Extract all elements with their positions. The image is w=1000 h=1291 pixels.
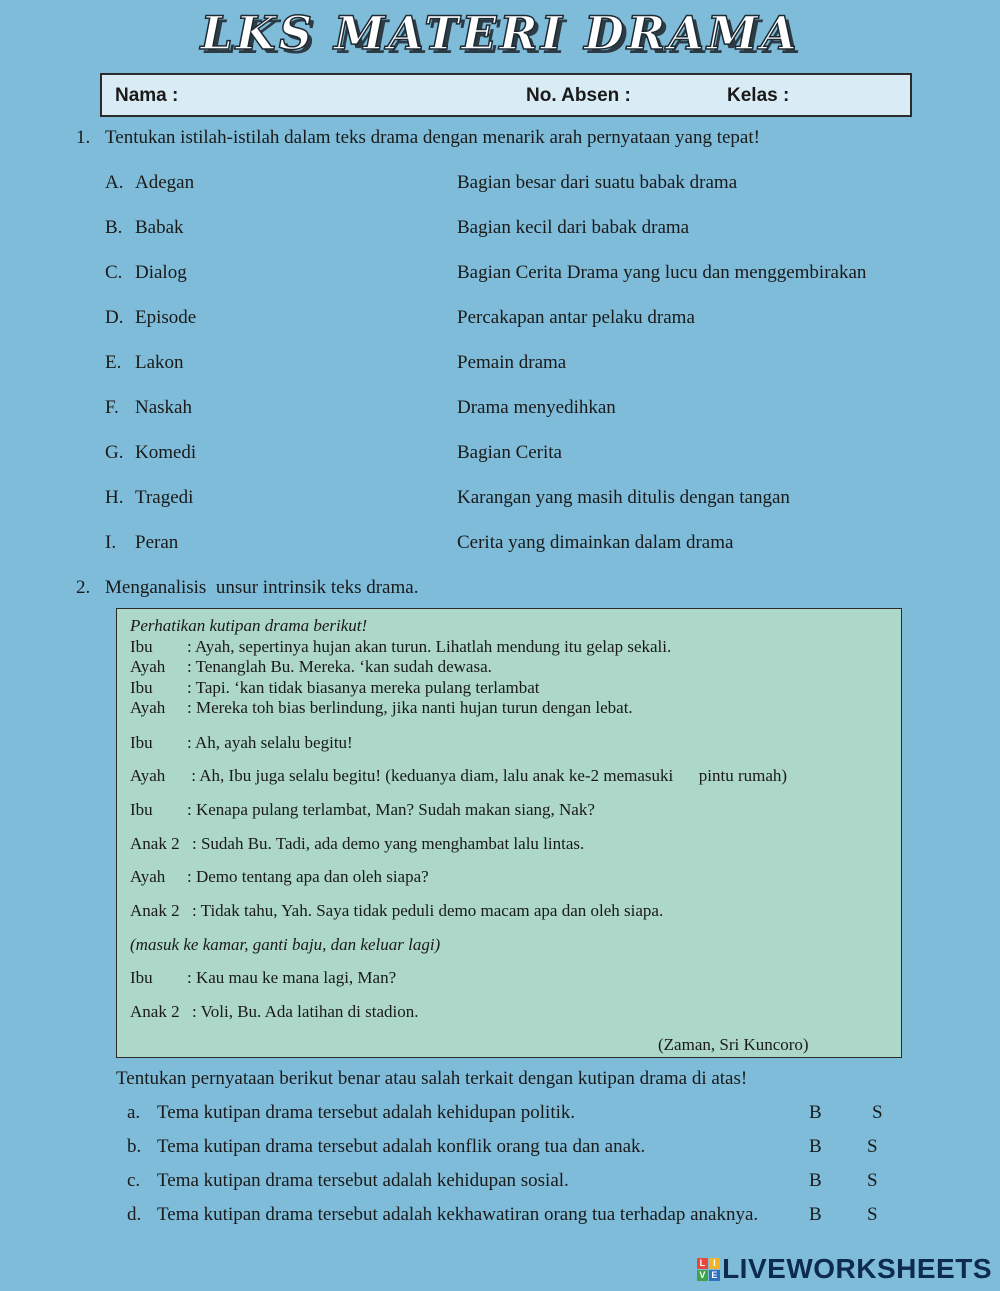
term-label: Tragedi — [135, 487, 194, 508]
speaker: Ayah — [130, 867, 166, 886]
kelas-label: Kelas : — [727, 85, 790, 106]
statement-text: Tema kutipan drama tersebut adalah kehidupan politik. — [157, 1102, 576, 1123]
dialogue-text: : Mereka toh bias berlindung, jika nanti hujan turun dengan lebat. — [187, 698, 633, 717]
speaker: Anak 2 — [130, 834, 180, 853]
speaker: Ayah — [130, 698, 166, 717]
dialogue-text: : Ayah, sepertinya hujan akan turun. Lihatlah mendung itu gelap sekali. — [187, 637, 672, 656]
statement-letter: d. — [127, 1204, 142, 1225]
term-letter: D. — [105, 307, 124, 328]
q2-task: Tentukan pernyataan berikut benar atau salah terkait dengan kutipan drama di atas! — [116, 1068, 748, 1089]
false-option[interactable]: S — [867, 1204, 878, 1225]
dialogue-text: : Ah, Ibu juga selalu begitu! (keduanya diam, lalu anak ke-2 memasuki pintu rumah) — [187, 766, 788, 785]
false-option[interactable]: S — [867, 1136, 878, 1157]
q1-instruction: Tentukan istilah-istilah dalam teks drama dengan menarik arah pernyataan yang tepat! — [105, 127, 760, 148]
term-label: Adegan — [135, 172, 195, 193]
dialogue-text: : Kau mau ke mana lagi, Man? — [187, 968, 397, 987]
term-label: Dialog — [135, 262, 187, 283]
term-label: Naskah — [135, 397, 192, 418]
false-option[interactable]: S — [872, 1102, 883, 1123]
definition-item[interactable]: Drama menyedihkan — [457, 397, 616, 418]
term-letter: G. — [105, 442, 124, 463]
logo-letter: E — [709, 1270, 720, 1281]
definition-item[interactable]: Bagian Cerita — [457, 442, 562, 463]
definition-item[interactable]: Bagian kecil dari babak drama — [457, 217, 690, 238]
logo-letter: I — [709, 1258, 720, 1269]
term-label: Lakon — [135, 352, 184, 373]
stage-direction: (masuk ke kamar, ganti baju, dan keluar lagi) — [130, 935, 441, 954]
statement-letter: c. — [127, 1170, 141, 1191]
dialogue-text: : Tidak tahu, Yah. Saya tidak peduli demo macam apa dan oleh siapa. — [192, 901, 664, 920]
statement-text: Tema kutipan drama tersebut adalah konflik orang tua dan anak. — [157, 1136, 646, 1157]
definition-item[interactable]: Pemain drama — [457, 352, 567, 373]
speaker: Anak 2 — [130, 901, 180, 920]
excerpt-intro: Perhatikan kutipan drama berikut! — [130, 616, 368, 635]
term-label: Peran — [135, 532, 179, 553]
dialogue-text: : Demo tentang apa dan oleh siapa? — [187, 867, 429, 886]
definition-item[interactable]: Bagian besar dari suatu babak drama — [457, 172, 738, 193]
term-letter: H. — [105, 487, 124, 508]
speaker: Anak 2 — [130, 1002, 180, 1021]
speaker: Ibu — [130, 800, 153, 819]
dialogue-text: : Ah, ayah selalu begitu! — [187, 733, 353, 752]
true-option[interactable]: B — [809, 1204, 822, 1225]
logo-letter: L — [697, 1258, 708, 1269]
student-info-box — [100, 73, 912, 117]
dialogue-text: : Tenanglah Bu. Mereka. ‘kan sudah dewasa. — [187, 657, 492, 676]
term-letter: I. — [105, 532, 117, 553]
speaker: Ibu — [130, 678, 153, 697]
false-option[interactable]: S — [867, 1170, 878, 1191]
true-option[interactable]: B — [809, 1170, 822, 1191]
term-letter: F. — [105, 397, 119, 418]
true-option[interactable]: B — [809, 1102, 822, 1123]
definition-item[interactable]: Bagian Cerita Drama yang lucu dan menggembirakan — [457, 262, 867, 283]
statement-letter: b. — [127, 1136, 142, 1157]
dialogue-text: : Sudah Bu. Tadi, ada demo yang menghambat lalu lintas. — [192, 834, 585, 853]
q1-number: 1. — [76, 127, 91, 148]
logo-letter: V — [697, 1270, 708, 1281]
brand-name: LIVEWORKSHEETS — [722, 1253, 992, 1284]
absen-label: No. Absen : — [526, 85, 631, 106]
q2-number: 2. — [76, 577, 91, 598]
term-label: Babak — [135, 217, 184, 238]
worksheet-title: LKS MATERI DRAMA — [200, 6, 800, 60]
definition-item[interactable]: Percakapan antar pelaku drama — [457, 307, 695, 328]
definition-item[interactable]: Karangan yang masih ditulis dengan tangan — [457, 487, 790, 508]
term-letter: C. — [105, 262, 123, 283]
speaker: Ibu — [130, 733, 153, 752]
term-label: Komedi — [135, 442, 197, 463]
excerpt-source: (Zaman, Sri Kuncoro) — [658, 1035, 809, 1054]
q2-instruction: Menganalisis unsur intrinsik teks drama. — [105, 577, 419, 598]
dialogue-text: : Tapi. ‘kan tidak biasanya mereka pulang terlambat — [187, 678, 540, 697]
term-letter: B. — [105, 217, 123, 238]
term-letter: E. — [105, 352, 122, 373]
statement-text: Tema kutipan drama tersebut adalah kehidupan sosial. — [157, 1170, 569, 1191]
term-label: Episode — [135, 307, 197, 328]
definition-item[interactable]: Cerita yang dimainkan dalam drama — [457, 532, 734, 553]
speaker: Ibu — [130, 968, 153, 987]
nama-label: Nama : — [115, 85, 179, 106]
dialogue-text: : Voli, Bu. Ada latihan di stadion. — [192, 1002, 419, 1021]
true-option[interactable]: B — [809, 1136, 822, 1157]
speaker: Ayah — [130, 657, 166, 676]
liveworksheets-logo-icon — [697, 1258, 720, 1281]
liveworksheets-footer — [697, 1253, 992, 1285]
statement-letter: a. — [127, 1102, 141, 1123]
statement-text: Tema kutipan drama tersebut adalah kekhawatiran orang tua terhadap anaknya. — [157, 1204, 759, 1225]
speaker: Ibu — [130, 637, 153, 656]
drama-excerpt-box — [116, 608, 902, 1058]
term-letter: A. — [105, 172, 124, 193]
speaker: Ayah — [130, 766, 166, 785]
dialogue-text: : Kenapa pulang terlambat, Man? Sudah makan siang, Nak? — [187, 800, 595, 819]
